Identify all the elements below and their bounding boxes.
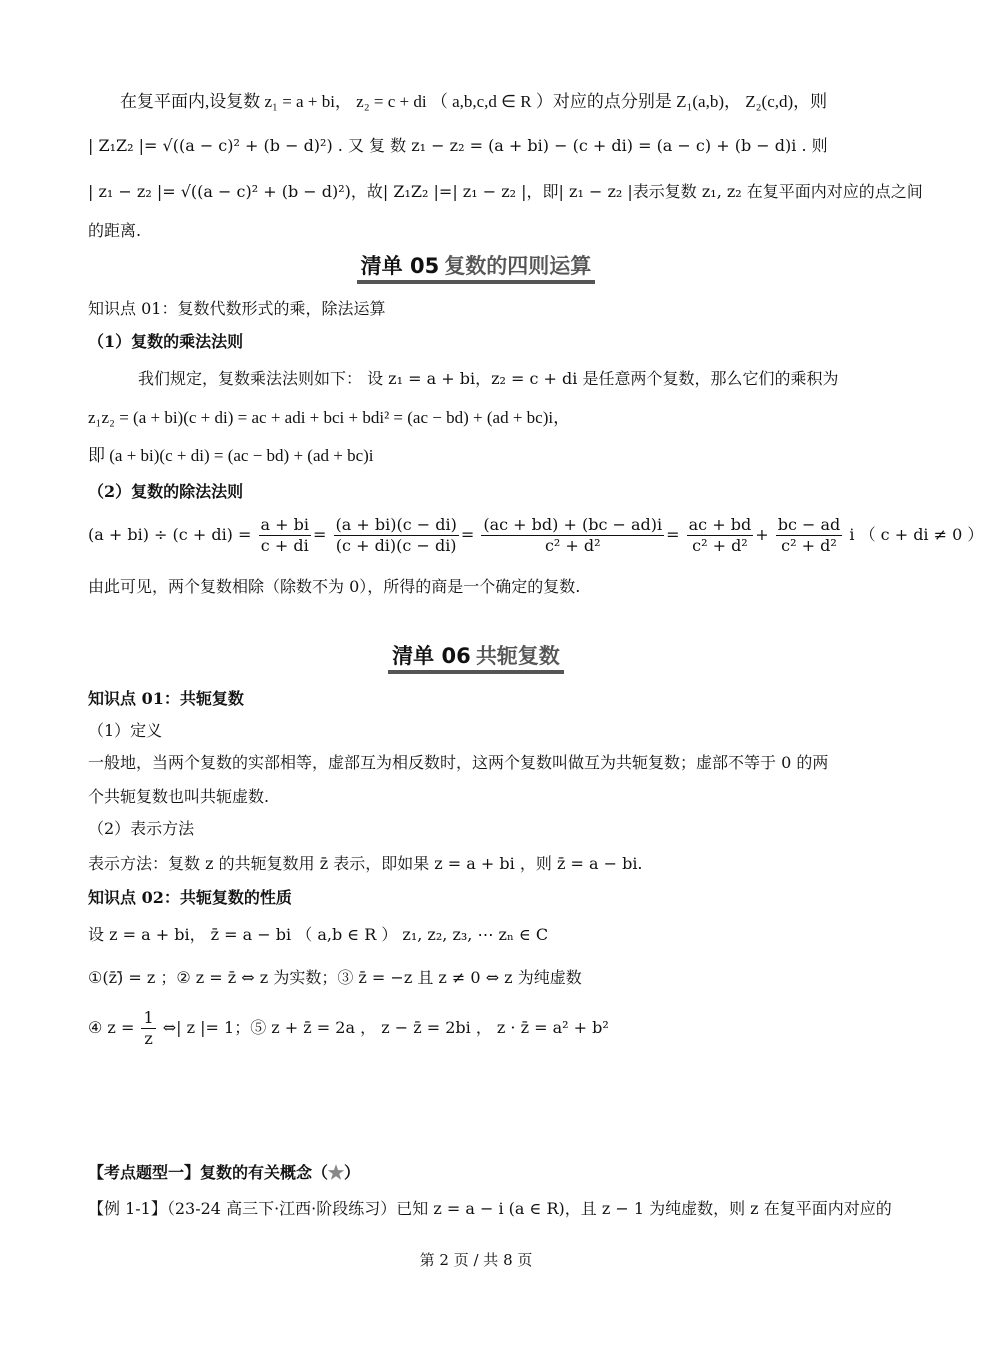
numerator: ac + bd [688, 515, 752, 534]
numerator: a + bi [260, 515, 309, 534]
fraction [776, 515, 843, 556]
formula-line: z₁z₂ = (a + bi)(c + di) = ac + adi + bci + bdi² = (ac − bd) + (ad + bc)i， [88, 408, 571, 427]
section-heading-05 [0, 250, 952, 284]
subheading: （1）复数的乘法法则 [88, 332, 244, 351]
numerator: bc − ad [777, 515, 841, 534]
subheading: （2）复数的除法法则 [88, 482, 244, 501]
properties-line [88, 1006, 609, 1050]
numerator: 1 [143, 1008, 154, 1027]
heading-number: 清单 06 [392, 644, 471, 668]
numerator: (a + bi)(c − di) [335, 515, 457, 534]
text-line: 在复平面内,设复数 z₁ = a + bi， z₂ = c + di （ a,b,c,d ∈ R ）对应的点分别是 Z₁(a,b)， Z₂(c,d)，则 [120, 92, 828, 111]
heading-number: 清单 05 [360, 254, 440, 278]
properties-line: ①(z̄)̄ = z ；② z = z̄ ⇔ z 为实数；③ z̄ = −z 且 z ≠ 0 ⇔ z 为纯虚数 [88, 968, 582, 987]
denominator: z [144, 1029, 153, 1048]
knowledge-point: 知识点 02：共轭复数的性质 [88, 888, 292, 907]
page-footer: 第 2 页 / 共 8 页 [419, 1251, 533, 1269]
heading-title: 复数的四则运算 [444, 254, 592, 278]
text-line: 我们规定，复数乘法法则如下： 设 z₁ = a + bi，z₂ = c + di 是任意两个复数，那么它们的乘积为 [138, 369, 839, 388]
denominator: c² + d² [781, 536, 837, 555]
knowledge-point: 知识点 01：共轭复数 [88, 689, 244, 708]
heading-title: 共轭复数 [475, 644, 560, 668]
heading-underline [388, 670, 564, 674]
heading-underline [357, 280, 596, 284]
subheading: （1）定义 [88, 721, 163, 740]
fraction [481, 515, 664, 556]
denominator: c² + d² [544, 536, 601, 555]
text-line: 由此可见，两个复数相除（除数不为 0），所得的商是一个确定的复数. [88, 577, 581, 596]
formula-line: | Z₁Z₂ |= √((a − c)² + (b − d)²) . 又 复 数 z₁ − z₂ = (a + bi) − (c + di) = (a − c) + (b − d)i . 则 [88, 136, 828, 155]
example-line: 【例 1-1】（23-24 高三下·江西·阶段练习）已知 z = a − i (a ∈ R)，且 z − 1 为纯虚数，则 z 在复平面内对应的 [88, 1199, 892, 1218]
text-line: 的距离. [88, 221, 142, 240]
division-tail: i （ c + di ≠ 0 ） [849, 525, 983, 544]
exercise-title-end: ） [344, 1163, 361, 1182]
star-icon: ★ [328, 1163, 345, 1182]
formula-line: 设 z = a + bi， z̄ = a − bi （ a,b ∈ R ） z₁, z₂, z₃, ⋯ zₙ ∈ C [88, 925, 549, 944]
division-lhs: (a + bi) ÷ (c + di) = [88, 525, 252, 544]
formula-line: 即 (a + bi)(c + di) = (ac − bd) + (ad + bc)i [88, 446, 374, 465]
property-4-5-rhs: ⇔| z |= 1；⑤ z + z̄ = 2a ， z − z̄ = 2bi ， z · z̄ = a² + b² [162, 1018, 609, 1037]
text-line: 一般地，当两个复数的实部相等，虚部互为相反数时，这两个复数叫做互为共轭复数；虚部不等于 0 的两 [88, 753, 829, 772]
numerator: (ac + bd) + (bc − ad)i [483, 515, 663, 534]
denominator: (c + di)(c − di) [335, 536, 457, 555]
exercise-title-text: 【考点题型一】复数的有关概念（ [88, 1163, 329, 1182]
text-line: 个共轭复数也叫共轭虚数. [88, 787, 270, 806]
property-4-lhs: ④ z = [88, 1018, 135, 1037]
exercise-title [88, 1162, 360, 1184]
text-line: 表示方法：复数 z 的共轭复数用 z̄ 表示，即如果 z = a + bi ，则 z̄ = a − bi. [88, 854, 643, 873]
knowledge-point: 知识点 01：复数代数形式的乘，除法运算 [88, 299, 386, 318]
fraction [141, 1008, 155, 1049]
denominator: c² + d² [692, 536, 748, 555]
division-formula: (a + bi) ÷ (c + di) = $\frac{a + bi}{c + di}$ = $\frac{(a + bi)(c - di)}{(c + di)(c - di)}$ = $\frac{(ac + bd) + (bc - ad)i}{\text{c² + d²}}$ = $\frac{ac + bd}{\text{c² + d²}}$ + $\frac{bc - ad}{\text{c² + d²}}$ i （ c + di ≠ 0 ） [88, 515, 983, 555]
fraction [687, 515, 754, 556]
section-heading-06 [0, 640, 952, 674]
subheading: （2）表示方法 [88, 819, 195, 838]
fraction [259, 515, 311, 556]
fraction [334, 515, 459, 556]
denominator: c + di [260, 536, 309, 555]
formula-line: | z₁ − z₂ |= √((a − c)² + (b − d)²)，故| Z₁Z₂ |=| z₁ − z₂ |，即| z₁ − z₂ |表示复数 z₁, z₂ 在复平面内对应的点之间 [88, 182, 923, 201]
